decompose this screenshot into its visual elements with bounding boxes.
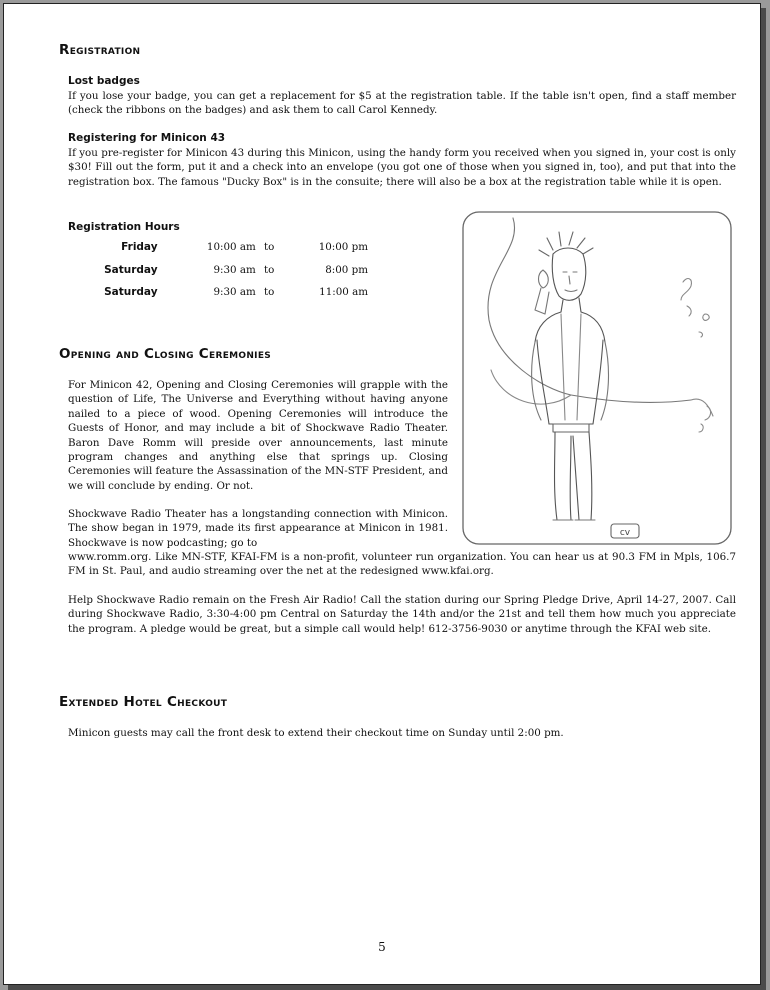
hours-start: 9:30 am — [213, 286, 256, 299]
hours-to: to — [264, 286, 275, 299]
hours-start: 10:00 am — [206, 241, 256, 254]
hours-subheading: Registration Hours — [68, 221, 180, 233]
registration-hours-table — [68, 236, 368, 304]
document-page — [3, 3, 761, 985]
page-number: 5 — [378, 940, 386, 954]
lost-badges-text: If you lose your badge, you can get a replacement for $5 at the registration table. If the table isn't open, find a staff member (check the ribbons on the badges) and ask them to call Carol Kennedy. — [68, 90, 736, 117]
hours-row — [68, 236, 368, 259]
checkout-heading: Extended Hotel Checkout — [59, 694, 228, 710]
hours-row — [68, 259, 368, 282]
ceremonies-paragraph-1: For Minicon 42, Opening and Closing Ceremonies will grapple with the question of Life, The Universe and Everything without having anyone nailed to a piece of wood. Opening Ceremonies will introduce the Guests of Honor, and may include a bit of Shockwave Radio Theater. Baron Dave Romm will preside over announcements, last minute program changes and anything else that springs up. Closing Ceremonies will feature the Assassination of the MN-STF President, and we will conclude by ending. Or not. — [68, 379, 448, 492]
hours-row — [68, 281, 368, 304]
hours-end: 8:00 pm — [325, 263, 368, 276]
ceremonies-paragraph-2a: Shockwave Radio Theater has a longstanding connection with Minicon. The show began in 1979, made its first appearance at Minicon in 1981. Shockwave is now podcasting; go to — [68, 508, 448, 549]
hours-end: 10:00 pm — [318, 241, 368, 254]
ceremonies-heading: Opening and Closing Ceremonies — [59, 346, 272, 362]
preregister-text: If you pre-register for Minicon 43 during this Minicon, using the handy form you received when you signed in, your cost is only $30! Fill out the form, put it and a check into an envelope (you got one of those when you signed in, too), and put that into the registration box. The famous "Ducky Box" is in the consuite; there will also be a box at the registration table while it is open. — [68, 147, 736, 188]
illustration-signature: cv — [619, 528, 631, 538]
lost-badges-subheading: Lost badges — [68, 75, 140, 87]
hours-to: to — [264, 241, 275, 254]
sketch-illustration — [461, 210, 733, 546]
hours-start: 9:30 am — [213, 263, 256, 276]
ceremonies-paragraph-3: Help Shockwave Radio remain on the Fresh Air Radio! Call the station during our Spring Pledge Drive, April 14-27, 2007. Call during Shockwave Radio, 3:30-4:00 pm Central on Saturday the 14th and/or the 21st and tell them how much you appreciate the program. A pledge would be great, but a simple call would help! 612-3756-9030 or anytime through the KFAI web site. — [68, 594, 736, 635]
registration-heading: Registration — [59, 42, 141, 58]
preregister-subheading: Registering for Minicon 43 — [68, 132, 226, 144]
hours-end: 11:00 am — [319, 286, 368, 299]
hours-day: Friday — [121, 241, 158, 254]
ceremonies-paragraph-2b: www.romm.org. Like MN-STF, KFAI-FM is a non-profit, volunteer run organization. You can hear us at 90.3 FM in Mpls, 106.7 FM in St. Paul, and audio streaming over the net at the redesigned www.kfai.org. — [68, 551, 736, 578]
checkout-text: Minicon guests may call the front desk to extend their checkout time on Sunday until 2:00 pm. — [68, 727, 564, 739]
hours-day: Saturday — [104, 263, 158, 276]
hours-to: to — [264, 263, 275, 276]
hours-day: Saturday — [104, 286, 158, 299]
